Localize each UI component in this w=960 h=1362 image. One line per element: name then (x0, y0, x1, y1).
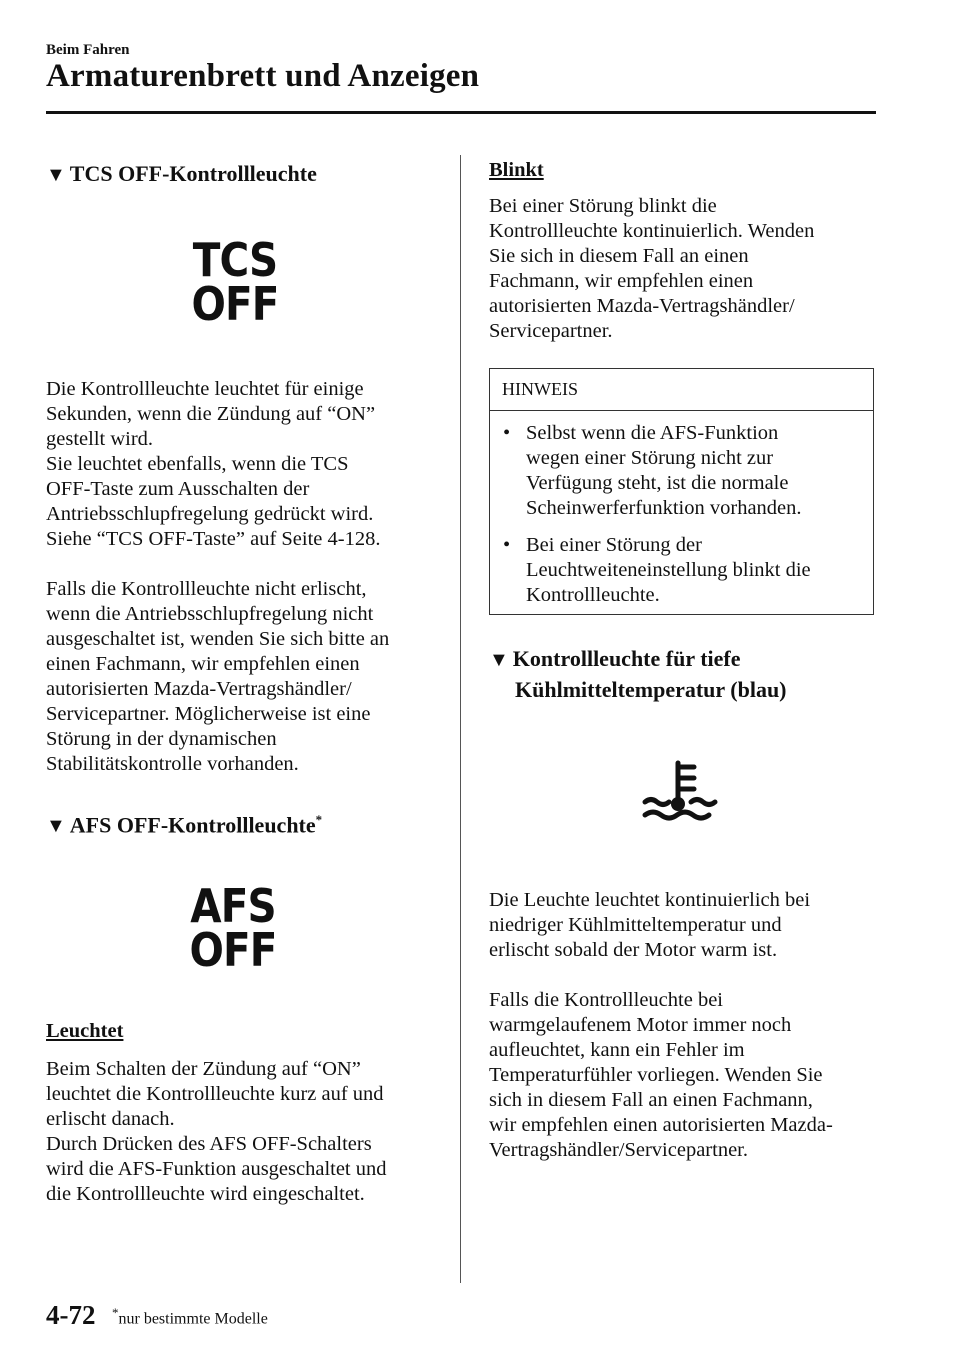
bullet-icon: • (503, 534, 511, 556)
text-line: autorisierten Mazda-Vertragshändler/ (46, 678, 352, 700)
text-line: Temperaturfühler vorliegen. Wenden Sie (489, 1064, 823, 1086)
text-line: Falls die Kontrollleuchte nicht erlischt, (46, 578, 367, 600)
text-line: Siehe “TCS OFF-Taste” auf Seite 4-128. (46, 528, 381, 550)
note-item (490, 421, 873, 521)
text-line: ausgeschaltet ist, wenden Sie sich bitte an (46, 628, 390, 650)
text-line: Kontrollleuchte. (526, 584, 660, 606)
afs-paragraph (46, 1057, 446, 1207)
asterisk-icon: * (315, 812, 323, 827)
text-line: Störung in der dynamischen (46, 728, 277, 750)
coolant-paragraph-1 (489, 888, 889, 963)
note-header (490, 369, 873, 411)
page-title: Armaturenbrett und Anzeigen (46, 58, 480, 94)
text-line: wegen einer Störung nicht zur (526, 447, 774, 469)
section-label: Beim Fahren (46, 42, 130, 58)
triangle-icon: ▼ (46, 164, 66, 186)
text-line: erlischt danach. (46, 1108, 175, 1130)
asterisk-icon: * (112, 1305, 119, 1320)
indicator-line: OFF (189, 923, 277, 977)
note-title: HINWEIS (502, 379, 578, 399)
text-line: wir empfehlen einen autorisierten Mazda- (489, 1114, 833, 1136)
text-line: Leuchtweiteneinstellung blinkt die (526, 559, 811, 581)
text-line: leuchtet die Kontrollleuchte kurz auf und (46, 1083, 384, 1105)
text-line: Servicepartner. Möglicherweise ist eine (46, 703, 371, 725)
coolant-temperature-icon (640, 760, 720, 831)
indicator-line: TCS (192, 233, 278, 287)
header-rule (46, 111, 876, 114)
text-line: Sie leuchtet ebenfalls, wenn die TCS (46, 453, 349, 475)
coolant-paragraph-2 (489, 988, 899, 1163)
text-line: Die Kontrollleuchte leuchtet für einige (46, 378, 364, 400)
tcs-heading: ▼ TCS OFF-Kontrollleuchte (46, 161, 317, 186)
text-line: Bei einer Störung der (526, 534, 702, 556)
triangle-icon: ▼ (489, 649, 509, 671)
text-line: Servicepartner. (489, 320, 613, 342)
text-line: die Kontrollleuchte wird eingeschaltet. (46, 1183, 365, 1205)
note-list (490, 421, 873, 620)
text-line: gestellt wird. (46, 428, 154, 450)
text-line: Falls die Kontrollleuchte bei (489, 989, 723, 1011)
text-line: wird die AFS-Funktion ausgeschaltet und (46, 1158, 387, 1180)
text-line: erlischt sobald der Motor warm ist. (489, 939, 778, 961)
triangle-icon: ▼ (46, 815, 66, 838)
afs-subheading-leuchtet: Leuchtet (46, 1020, 124, 1042)
text-line: Durch Drücken des AFS OFF-Schalters (46, 1133, 372, 1155)
text-line: Sie sich in diesem Fall an einen (489, 245, 749, 267)
text-line: Verfügung steht, ist die normale (526, 472, 789, 494)
page-number: 4-72 (46, 1300, 96, 1330)
text-line: Fachmann, wir empfehlen einen (489, 270, 754, 292)
text-line: wenn die Antriebsschlupfregelung nicht (46, 603, 374, 625)
text-line: Sekunden, wenn die Zündung auf “ON” (46, 403, 376, 425)
tcs-off-indicator-icon (170, 233, 300, 331)
text-line: OFF-Taste zum Ausschalten der (46, 478, 310, 500)
coolant-heading: ▼ Kontrollleuchte für tiefe Kühlmitteltemperatur (blau) (489, 646, 787, 702)
blinkt-subheading: Blinkt (489, 159, 544, 181)
note-box (489, 368, 874, 615)
text-line: einen Fachmann, wir empfehlen einen (46, 653, 360, 675)
text-line: Bei einer Störung blinkt die (489, 195, 717, 217)
bullet-icon: • (503, 422, 511, 444)
blinkt-paragraph (489, 194, 889, 344)
text-line: aufleuchtet, kann ein Fehler im (489, 1039, 745, 1061)
text-line: Beim Schalten der Zündung auf “ON” (46, 1058, 361, 1080)
text-line: Antriebsschlupfregelung gedrückt wird. (46, 503, 374, 525)
text-line: niedriger Kühlmitteltemperatur und (489, 914, 782, 936)
indicator-line: OFF (191, 277, 279, 331)
note-item (490, 533, 873, 608)
afs-off-indicator-icon (168, 879, 298, 977)
text-line: Die Leuchte leuchtet kontinuierlich bei (489, 889, 811, 911)
text-line: Kontrollleuchte kontinuierlich. Wenden (489, 220, 815, 242)
text-line: autorisierten Mazda-Vertragshändler/ (489, 295, 795, 317)
text-line: warmgelaufenem Motor immer noch (489, 1014, 792, 1036)
text-line: Stabilitätskontrolle vorhanden. (46, 753, 299, 775)
text-line: sich in diesem Fall an einen Fachmann, (489, 1089, 813, 1111)
footnote: *nur bestimmte Modelle (112, 1305, 268, 1328)
column-divider (460, 155, 461, 1283)
text-line: Selbst wenn die AFS-Funktion (526, 422, 779, 444)
indicator-line: AFS (190, 879, 276, 933)
tcs-paragraph-1 (46, 377, 446, 552)
tcs-paragraph-2 (46, 577, 446, 777)
afs-heading: ▼ AFS OFF-Kontrollleuchte* (46, 812, 323, 838)
text-line: Vertragshändler/Servicepartner. (489, 1139, 748, 1161)
text-line: Scheinwerferfunktion vorhanden. (526, 497, 802, 519)
